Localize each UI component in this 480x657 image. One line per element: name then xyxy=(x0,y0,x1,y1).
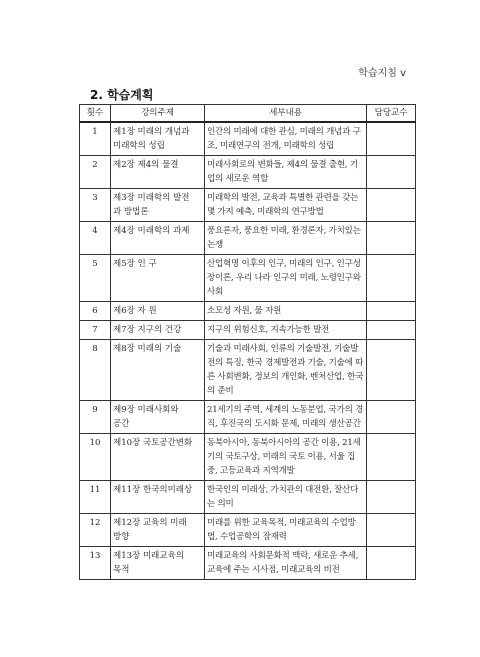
section-title: 2. 학습계획 xyxy=(90,88,154,102)
professor-cell xyxy=(367,514,416,547)
lecture-details: 기술과 미래사회, 인류의 기술발전, 기술발전의 특징, 한국 경제발전과 기술, 기술에 따른 사회변화, 정보의 개인화, 벤처산업, 한국의 준비 xyxy=(205,340,367,401)
professor-cell xyxy=(367,302,416,321)
professor-cell xyxy=(367,222,416,255)
lecture-details: 지구의 위험신호, 지속가능한 발전 xyxy=(205,321,367,340)
session-number: 6 xyxy=(80,302,111,321)
professor-cell xyxy=(367,156,416,189)
table-row xyxy=(80,302,416,321)
session-number: 1 xyxy=(80,122,111,156)
session-number: 3 xyxy=(80,189,111,222)
lecture-details: 산업혁명 이후의 인구, 미래의 인구, 인구성장이론, 우리 나라 인구의 미래, 노령인구와 사회 xyxy=(205,255,367,302)
professor-cell xyxy=(367,122,416,156)
lecture-details: 미래학의 발전, 교육과 특별한 관련을 갖는 몇 가지 예측, 미래학의 연구방법 xyxy=(205,189,367,222)
lecture-topic: 제11장 한국의미래상 xyxy=(111,481,205,514)
lecture-topic: 제3장 미래학의 발전 과 방법론 xyxy=(111,189,205,222)
table-row xyxy=(80,156,416,189)
running-header: 학습지침 v xyxy=(358,68,406,79)
session-number: 7 xyxy=(80,321,111,340)
lecture-topic: 제9장 미래사회와 공간 xyxy=(111,401,205,434)
session-number: 13 xyxy=(80,547,111,580)
lecture-details: 풍요론자, 풍요한 미래, 환경론자, 가치있는 논쟁 xyxy=(205,222,367,255)
lecture-topic: 제1장 미래의 개념과 미래학의 성립 xyxy=(111,122,205,156)
professor-cell xyxy=(367,481,416,514)
column-header-professor: 담당교수 xyxy=(367,105,416,123)
session-number: 11 xyxy=(80,481,111,514)
lecture-topic: 제13장 미래교육의 목적 xyxy=(111,547,205,580)
study-plan-table xyxy=(79,104,416,580)
session-number: 10 xyxy=(80,434,111,481)
table-row xyxy=(80,340,416,401)
session-number: 9 xyxy=(80,401,111,434)
session-number: 2 xyxy=(80,156,111,189)
lecture-details: 인간의 미래에 대한 관심, 미래의 개념과 구조, 미래연구의 전개, 미래학의 성립 xyxy=(205,122,367,156)
lecture-topic: 제10장 국토공간변화 xyxy=(111,434,205,481)
table-row xyxy=(80,321,416,340)
lecture-details: 한국인의 미래상, 가치관의 대전환, 잘산다는 의미 xyxy=(205,481,367,514)
table-row xyxy=(80,514,416,547)
professor-cell xyxy=(367,434,416,481)
session-number: 5 xyxy=(80,255,111,302)
professor-cell xyxy=(367,189,416,222)
column-header-details: 세부내용 xyxy=(205,105,367,123)
session-number: 8 xyxy=(80,340,111,401)
lecture-details: 미래교육의 사회문화적 맥락, 새로운 추세, 교육에 주는 시사점, 미래교육의 비전 xyxy=(205,547,367,580)
lecture-topic: 제8장 미래의 기술 xyxy=(111,340,205,401)
lecture-topic: 제4장 미래학의 과제 xyxy=(111,222,205,255)
session-number: 4 xyxy=(80,222,111,255)
professor-cell xyxy=(367,401,416,434)
lecture-topic: 제2장 제4의 물결 xyxy=(111,156,205,189)
table-row xyxy=(80,122,416,156)
lecture-details: 미래사회로의 변화들, 제4의 물결 출현, 기업의 새로운 역할 xyxy=(205,156,367,189)
table-row xyxy=(80,255,416,302)
column-header-topic: 강의주제 xyxy=(111,105,205,123)
professor-cell xyxy=(367,321,416,340)
lecture-details: 미래를 위한 교육목적, 미래교육의 수업방법, 수업공학의 잠재력 xyxy=(205,514,367,547)
column-header-session: 횟수 xyxy=(80,105,111,123)
table-header-row xyxy=(80,105,416,123)
professor-cell xyxy=(367,255,416,302)
professor-cell xyxy=(367,340,416,401)
table-row xyxy=(80,401,416,434)
session-number: 12 xyxy=(80,514,111,547)
table-row xyxy=(80,189,416,222)
lecture-topic: 제6장 자 원 xyxy=(111,302,205,321)
table-row xyxy=(80,222,416,255)
lecture-topic: 제5장 인 구 xyxy=(111,255,205,302)
lecture-details: 소모성 자원, 물 자원 xyxy=(205,302,367,321)
lecture-topic: 제12장 교육의 미래 방향 xyxy=(111,514,205,547)
lecture-details: 21세기의 주역, 세계의 노동분업, 국가의 경직, 후진국의 도시화 문제, 미래의 생산공간 xyxy=(205,401,367,434)
table-row xyxy=(80,481,416,514)
table-row xyxy=(80,547,416,580)
professor-cell xyxy=(367,547,416,580)
lecture-details: 동북아시아, 동북아시아의 공간 이용, 21세기의 국토구상, 미래의 국토 이용, 서울 집중, 고등교육과 지역개발 xyxy=(205,434,367,481)
lecture-topic: 제7장 지구의 건강 xyxy=(111,321,205,340)
table-row xyxy=(80,434,416,481)
